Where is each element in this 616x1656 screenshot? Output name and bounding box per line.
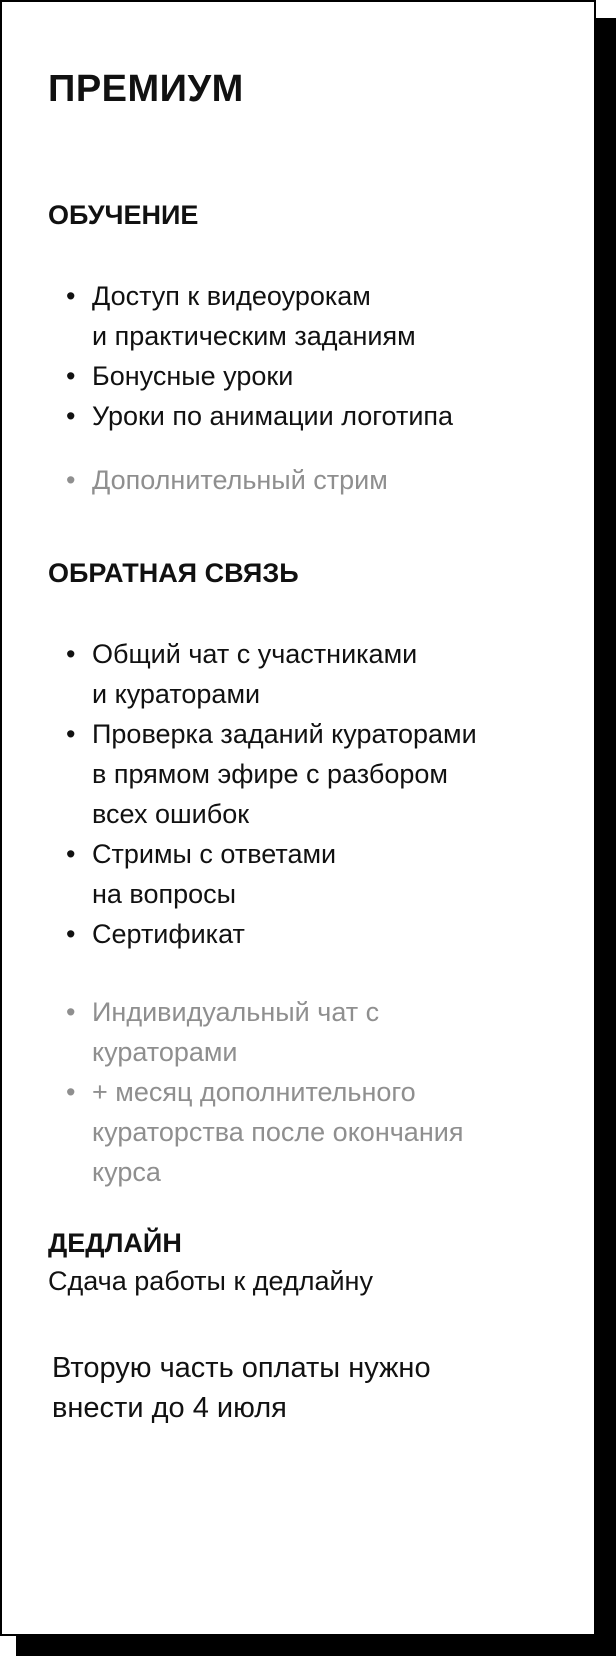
learning-excluded-list <box>62 460 582 500</box>
bullet-icon: • <box>66 919 76 949</box>
list-item-text: Стримы с ответами на вопросы <box>92 839 337 909</box>
list-item <box>62 634 582 714</box>
list-item-disabled <box>62 992 582 1072</box>
feedback-excluded-list <box>62 992 582 1192</box>
bullet-icon: • <box>66 839 76 869</box>
bullet-icon: • <box>66 997 76 1027</box>
bullet-icon: • <box>66 361 76 391</box>
list-item <box>62 834 582 914</box>
feedback-included-list <box>62 634 582 954</box>
bullet-icon: • <box>66 465 76 495</box>
list-item-text: Общий чат с участниками и кураторами <box>92 639 418 709</box>
bullet-icon: • <box>66 719 76 749</box>
learning-included-list <box>62 276 582 436</box>
list-item-text: Индивидуальный чат с кураторами <box>92 997 380 1067</box>
list-item <box>62 914 582 954</box>
bullet-icon: • <box>66 401 76 431</box>
deadline-text: Сдача работы к дедлайну <box>48 1266 373 1296</box>
section-title-learning: ОБУЧЕНИЕ <box>48 200 199 230</box>
bullet-icon: • <box>66 281 76 311</box>
list-item-text: Уроки по анимации логотипа <box>92 401 454 431</box>
list-item-text: Проверка заданий кураторами в прямом эфире с разбором всех ошибок <box>92 719 477 829</box>
list-item <box>62 276 582 356</box>
list-item <box>62 714 582 834</box>
list-item-text: Дополнительный стрим <box>92 465 388 495</box>
list-item-text: Сертификат <box>92 919 245 949</box>
plan-title: ПРЕМИУМ <box>48 68 244 110</box>
section-title-deadline: ДЕДЛАЙН <box>48 1228 182 1258</box>
section-title-feedback: ОБРАТНАЯ СВЯЗЬ <box>48 558 299 588</box>
list-item <box>62 396 582 436</box>
list-item-line: Доступ к видеоурокам и практическим заданиям <box>92 281 416 351</box>
payment-note: Вторую часть оплаты нужно внести до 4 июля <box>52 1352 431 1424</box>
bullet-icon: • <box>66 639 76 669</box>
list-item-disabled <box>62 1072 582 1192</box>
bullet-icon: • <box>66 1077 76 1107</box>
list-item <box>62 356 582 396</box>
list-item-text <box>92 281 416 351</box>
list-item-text: + месяц дополнительного кураторства после окончания курса <box>92 1077 464 1187</box>
list-item-text: Бонусные уроки <box>92 361 294 391</box>
list-item-disabled <box>62 460 582 500</box>
